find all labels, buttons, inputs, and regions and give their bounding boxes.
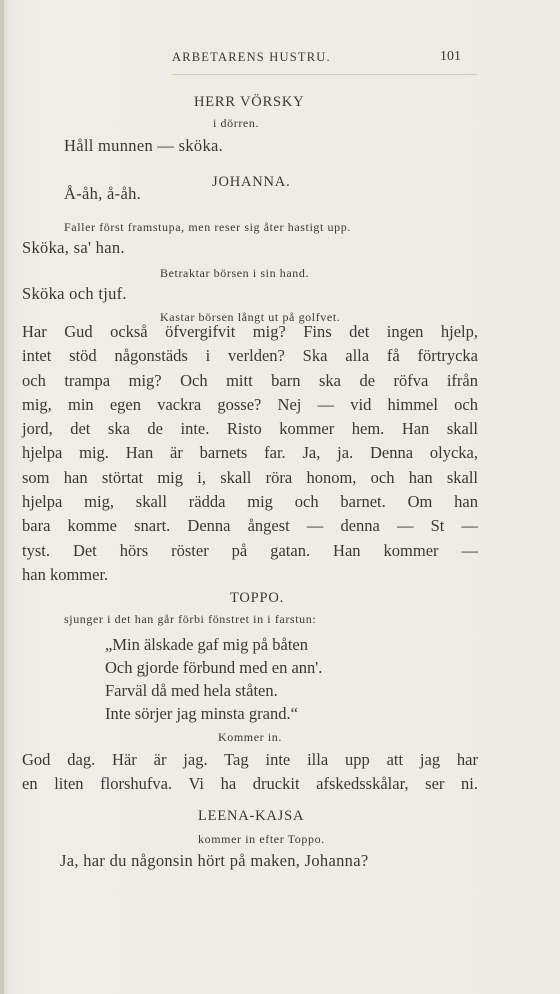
verse-line: Farväl då med hela ståten.	[105, 681, 278, 700]
speech-ja-har-du: Ja, har du någonsin hört på maken, Johanna?	[60, 851, 369, 870]
stage-direction-betraktar: Betraktar börsen i sin hand.	[160, 266, 310, 280]
page-gutter-edge	[0, 0, 4, 994]
prose-line: bara komme snart. Denna ångest — denna — St —	[22, 516, 478, 536]
verse-line: „Min älskade gaf mig på båten	[105, 635, 308, 654]
prose-line: han kommer.	[22, 564, 109, 584]
prose-line: mig, min egen vackra gosse? Nej — vid himmel och	[22, 394, 478, 414]
prose-line: och trampa mig? Och mitt barn ska de röfva ifrån	[22, 370, 478, 390]
speech-hall-munnen: Håll munnen — sköka.	[64, 136, 224, 155]
speaker-johanna: JOHANNA.	[212, 174, 291, 190]
prose-line: hjelpa mig, skall rädda mig och barnet. Om han	[22, 492, 478, 512]
stage-direction-faller: Faller först framstupa, men reser sig åter hastigt upp.	[64, 220, 351, 234]
prose-line: intet stöd någonstäds i verlden? Ska alla få förtrycka	[22, 346, 478, 366]
running-head: ARBETARENS HUSTRU.	[172, 50, 331, 64]
prose-line: hjelpa mig. Han är barnets far. Ja, ja. Denna olycka,	[22, 443, 478, 463]
page-header	[172, 48, 472, 68]
toppo-speech	[22, 748, 478, 796]
speech-aah: Å-åh, å-åh.	[64, 184, 142, 203]
prose-line: Har Gud också öfvergifvit mig? Fins det ingen hjelp,	[22, 322, 478, 341]
prose-line: som han störtat mig i, skall röra honom, och han skall	[22, 467, 478, 487]
johanna-monologue	[22, 320, 478, 587]
speaker-herr-vorsky: HERR VÖRSKY	[194, 94, 305, 110]
prose-line: en liten florshufva. Vi ha druckit afskedsskålar, ser ni.	[22, 774, 478, 793]
stage-direction-i-dorren: i dörren.	[213, 116, 260, 130]
prose-line: God dag. Här är jag. Tag inte illa upp att jag har	[22, 750, 478, 769]
speech-skoka-sa-han: Sköka, sa' han.	[22, 238, 125, 257]
verse-line: Inte sörjer jag minsta grand.“	[105, 704, 298, 723]
stage-direction-sjunger: sjunger i det han går förbi fönstret in i farstun:	[64, 612, 317, 626]
stage-direction-kastar: Kastar börsen långt ut på golfvet.	[160, 310, 341, 324]
prose-line: jord, det ska de inte. Risto kommer hem. Han skall	[22, 419, 478, 439]
speaker-toppo: TOPPO.	[230, 590, 285, 606]
stage-direction-kommer-efter: kommer in efter Toppo.	[198, 832, 325, 846]
stage-direction-kommer-in: Kommer in.	[218, 730, 282, 744]
speaker-leena-kajsa: LEENA-KAJSA	[198, 808, 305, 824]
song-verse	[105, 633, 322, 725]
prose-line: tyst. Det hörs röster på gatan. Han kommer —	[22, 540, 478, 560]
speech-skoka-och-tjuf: Sköka och tjuf.	[22, 284, 127, 303]
verse-line: Och gjorde förbund med en ann'.	[105, 658, 323, 677]
page-number: 101	[440, 49, 461, 64]
header-rule	[172, 74, 477, 75]
